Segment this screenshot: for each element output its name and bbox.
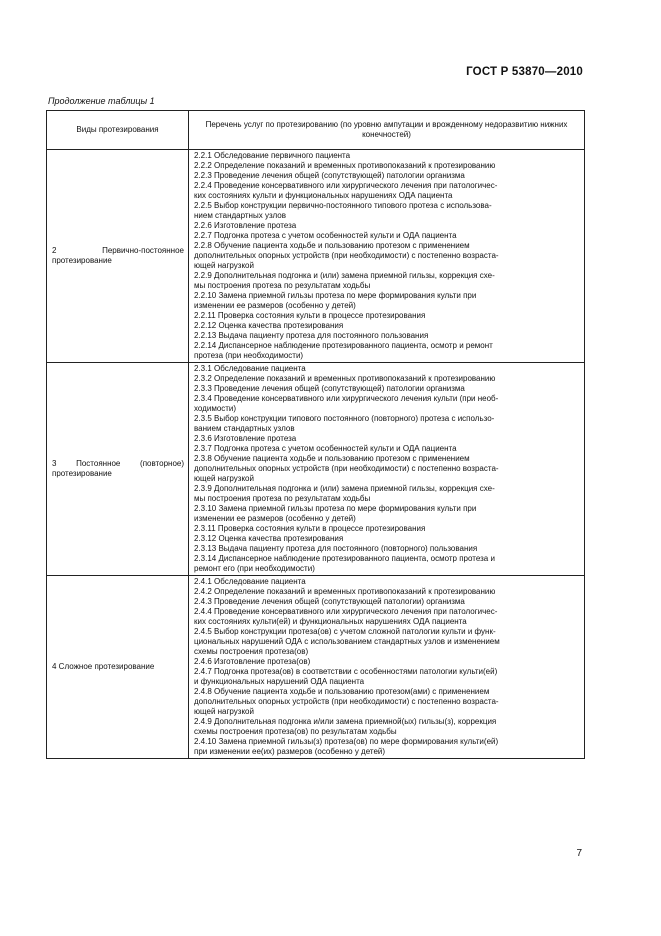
header-services-list: Перечень услуг по протезированию (по уровню ампутации и врожденному недоразвитию нижних конечностей) [189, 111, 585, 150]
service-line: 2.2.7 Подгонка протеза с учетом особенностей культи и ОДА пациента [194, 231, 457, 240]
service-line: изменении ее размеров (особенно у детей) [194, 514, 356, 523]
service-line: 2.3.12 Оценка качества протезирования [194, 534, 344, 543]
service-line: 2.2.5 Выбор конструкции первично-постоянного типового протеза с использова- [194, 201, 492, 210]
service-line: 2.3.10 Замена приемной гильзы протеза по мере формирования культи при [194, 504, 477, 513]
service-line: 2.2.6 Изготовление протеза [194, 221, 297, 230]
service-line: 2.3.13 Выдача пациенту протеза для постоянного (повторного) пользования [194, 544, 478, 553]
table-row [47, 576, 585, 759]
service-line: схемы построения протеза(ов) по результатам ходьбы [194, 727, 397, 736]
service-line: 2.2.9 Дополнительная подгонка и (или) замена приемной гильзы, коррекция схе- [194, 271, 495, 280]
service-line: мы построения протеза по результатам ходьбы [194, 494, 371, 503]
service-line: 2.2.4 Проведение консервативного или хирургического лечения при патологичес- [194, 181, 498, 190]
service-line: 2.3.3 Проведение лечения общей (сопутствующей) патологии организма [194, 384, 465, 393]
service-line: нием стандартных узлов [194, 211, 286, 220]
service-line: ванием стандартных узлов [194, 424, 295, 433]
document-code: ГОСТ Р 53870—2010 [466, 66, 583, 78]
service-line: 2.2.10 Замена приемной гильзы протеза по мере формирования культи при [194, 291, 477, 300]
service-line: 2.2.13 Выдача пациенту протеза для постоянного пользования [194, 331, 429, 340]
service-line: 2.3.11 Проверка состояния культи в процессе протезирования [194, 524, 426, 533]
service-line: ющей нагрузкой [194, 261, 254, 270]
service-line: 2.3.6 Изготовление протеза [194, 434, 297, 443]
services-cell [189, 150, 585, 363]
service-line: дополнительных опорных устройств (при необходимости) с постепенно возраста- [194, 697, 499, 706]
service-line: 2.3.7 Подгонка протеза с учетом особенностей культи и ОДА пациента [194, 444, 457, 453]
service-line: 2.4.5 Выбор конструкции протеза(ов) с учетом сложной патологии культи и функ- [194, 627, 496, 636]
service-line: 2.3.8 Обучение пациента ходьбе и пользованию протезом с применением [194, 454, 470, 463]
service-line: 2.4.8 Обучение пациента ходьбе и пользованию протезом(ами) с применением [194, 687, 490, 696]
service-line: циональных нарушений ОДА с использованием стандартных узлов и изменением [194, 637, 500, 646]
prosthetics-type-cell: 4 Сложное протезирование [47, 576, 189, 759]
service-line: дополнительных опорных устройств (при необходимости) с постепенно возраста- [194, 464, 499, 473]
service-line: 2.4.3 Проведение лечения общей (сопутствующей патологии) организма [194, 597, 465, 606]
service-line: 2.2.12 Оценка качества протезирования [194, 321, 344, 330]
service-line: ющей нагрузкой [194, 474, 254, 483]
service-line: ходимости) [194, 404, 237, 413]
services-cell [189, 363, 585, 576]
table-row [47, 150, 585, 363]
table-row [47, 363, 585, 576]
services-table [46, 110, 585, 759]
service-line: мы построения протеза по результатам ходьбы [194, 281, 371, 290]
service-line: 2.4.4 Проведение консервативного или хирургического лечения при патологичес- [194, 607, 498, 616]
service-line: дополнительных опорных устройств (при необходимости) с постепенно возраста- [194, 251, 499, 260]
service-line: 2.3.2 Определение показаний и временных противопоказаний к протезированию [194, 374, 496, 383]
service-line: ющей нагрузкой [194, 707, 254, 716]
table-body [47, 150, 585, 759]
service-line: 2.2.1 Обследование первичного пациента [194, 151, 351, 160]
service-line: изменении ее размеров (особенно у детей) [194, 301, 356, 310]
service-line: при изменении ее(их) размеров (особенно у детей) [194, 747, 386, 756]
service-line: 2.4.7 Подгонка протеза(ов) в соответствии с особенностями патологии культи(ей) [194, 667, 498, 676]
service-line: ремонт его (при необходимости) [194, 564, 315, 573]
page-number: 7 [576, 848, 582, 859]
header-prosthetics-types: Виды протезирования [47, 111, 189, 150]
service-line: 2.2.2 Определение показаний и временных противопоказаний к протезированию [194, 161, 496, 170]
service-line: 2.4.10 Замена приемной гильзы(з) протеза(ов) по мере формирования культи(ей) [194, 737, 499, 746]
services-cell [189, 576, 585, 759]
service-line: 2.4.6 Изготовление протеза(ов) [194, 657, 311, 666]
service-line: схемы построения протеза(ов) [194, 647, 309, 656]
service-line: 2.3.14 Диспансерное наблюдение протезированного пациента, осмотр протеза и [194, 554, 495, 563]
service-line: 2.3.4 Проведение консервативного или хирургического лечения культи (при необ- [194, 394, 499, 403]
service-line: 2.4.9 Дополнительная подгонка и/или замена приемной(ых) гильзы(з), коррекция [194, 717, 497, 726]
service-line: ких состояниях культи и функциональных нарушениях ОДА пациента [194, 191, 453, 200]
service-line: 2.2.11 Проверка состояния культи в процессе протезирования [194, 311, 426, 320]
service-line: ких состояниях культи(ей) и функциональных нарушениях ОДА пациента [194, 617, 467, 626]
service-line: и функциональных нарушений ОДА пациента [194, 677, 365, 686]
service-line: 2.3.9 Дополнительная подгонка и (или) замена приемной гильзы, коррекция схе- [194, 484, 495, 493]
service-line: 2.2.3 Проведение лечения общей (сопутствующей) патологии организма [194, 171, 465, 180]
service-line: 2.4.1 Обследование пациента [194, 577, 306, 586]
service-line: 2.3.5 Выбор конструкции типового постоянного (повторного) протеза с использо- [194, 414, 495, 423]
prosthetics-type-cell: 2 Первично-постоянное протезирование [47, 150, 189, 363]
service-line: протеза (при необходимости) [194, 351, 304, 360]
table-header-row [47, 111, 585, 150]
table-continuation-label: Продолжение таблицы 1 [48, 96, 155, 106]
prosthetics-type-cell: 3 Постоянное (повторное) протезирование [47, 363, 189, 576]
service-line: 2.2.8 Обучение пациента ходьбе и пользованию протезом с применением [194, 241, 470, 250]
service-line: 2.4.2 Определение показаний и временных противопоказаний к протезированию [194, 587, 496, 596]
service-line: 2.3.1 Обследование пациента [194, 364, 306, 373]
service-line: 2.2.14 Диспансерное наблюдение протезированного пациента, осмотр и ремонт [194, 341, 493, 350]
